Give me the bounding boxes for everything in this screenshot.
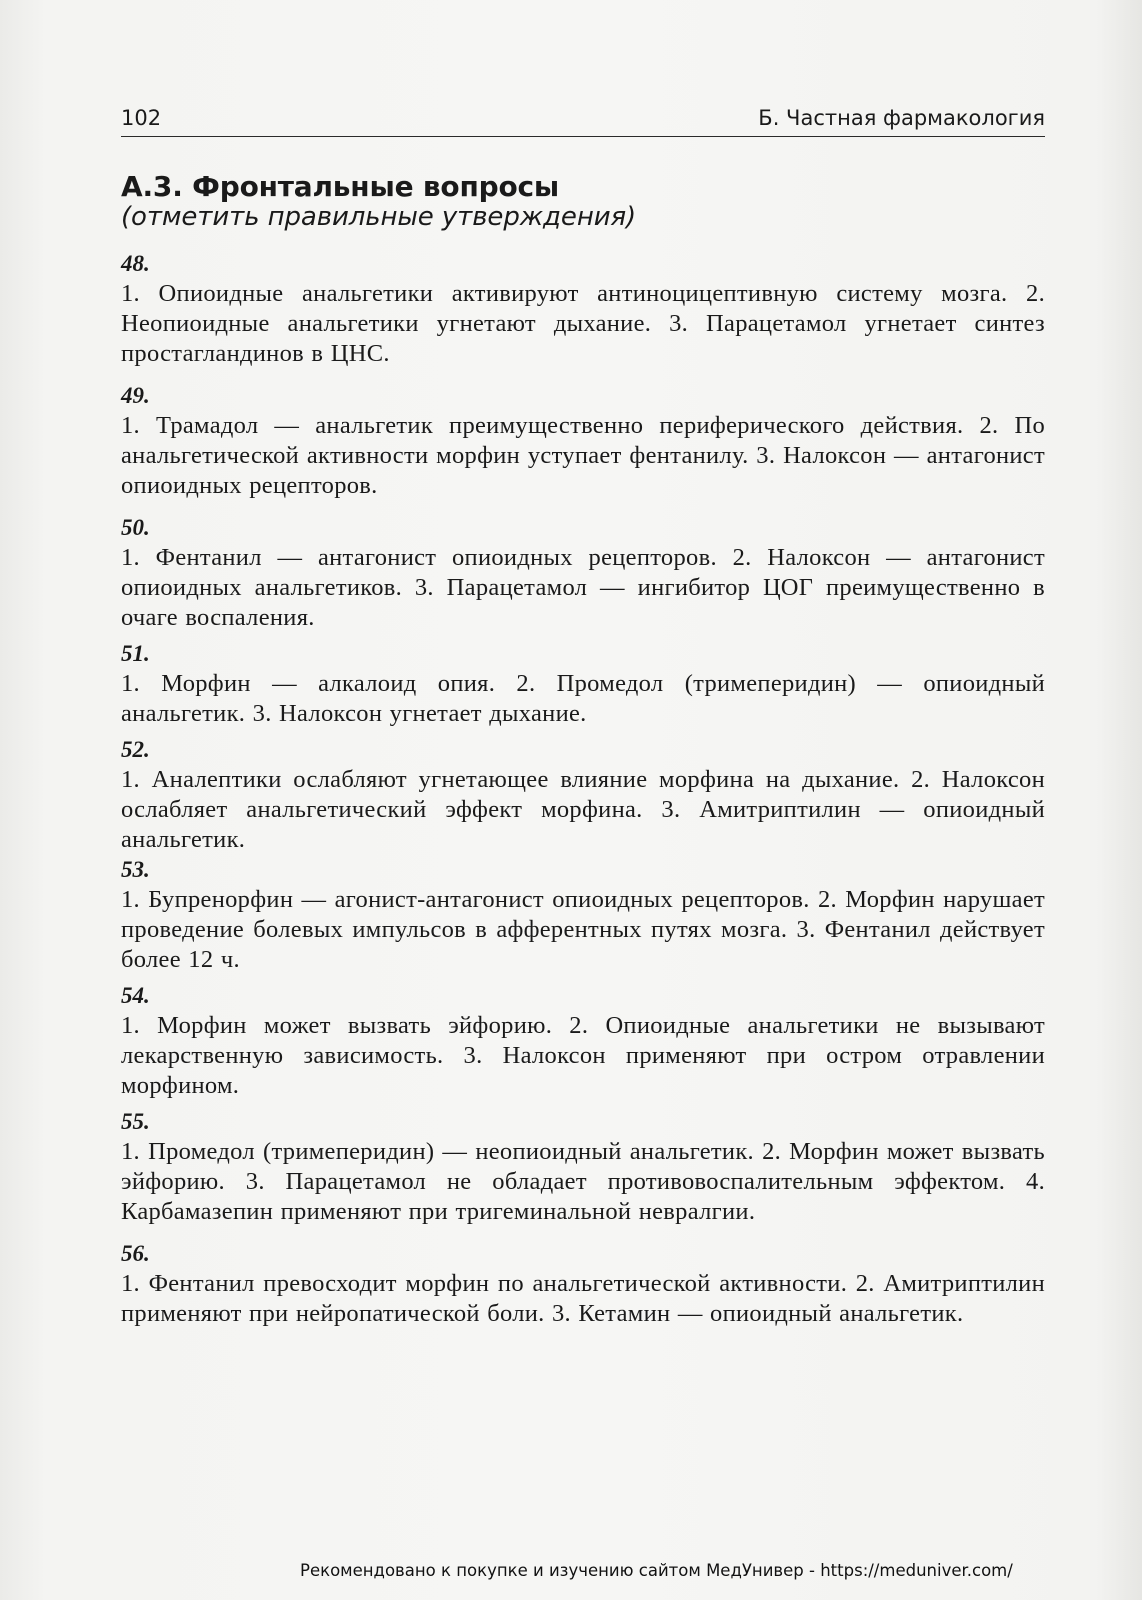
question-number: 56. <box>121 1241 150 1266</box>
question-number: 52. <box>121 737 150 762</box>
question-item <box>121 381 1045 501</box>
section-title: А.3. Фронтальные вопросы <box>121 170 560 203</box>
question-number: 51. <box>121 641 150 666</box>
question-item <box>121 981 1045 1101</box>
question-number: 53. <box>121 857 150 882</box>
question-item <box>121 1107 1045 1227</box>
question-text: 1. Морфин может вызвать эйфорию. 2. Опиоидные анальгетики не вызывают лекарственную зависимость. 3. Налоксон применяют при остром отравлении морфином. <box>121 1012 1045 1099</box>
question-text: 1. Бупренорфин — агонист-антагонист опиоидных рецепторов. 2. Морфин нарушает проведение болевых импульсов в афферентных путях мозга. 3. Фентанил действует более 12 ч. <box>121 886 1045 973</box>
question-item <box>121 735 1045 855</box>
question-item <box>121 249 1045 369</box>
question-number: 49. <box>121 383 150 408</box>
question-text: 1. Промедол (тримеперидин) — неопиоидный анальгетик. 2. Морфин может вызвать эйфорию. 3. Парацетамол не обладает противовоспалительным эффектом. 4. Карбамазепин применяют при тригеминальной невралгии. <box>121 1138 1045 1225</box>
question-text: 1. Морфин — алкалоид опия. 2. Промедол (тримеперидин) — опиоидный анальгетик. 3. Налоксон угнетает дыхание. <box>121 670 1045 727</box>
question-text: 1. Фентанил превосходит морфин по анальгетической активности. 2. Амитриптилин применяют при нейропатической боли. 3. Кетамин — опиоидный анальгетик. <box>121 1270 1045 1327</box>
question-item <box>121 855 1045 975</box>
question-text: 1. Аналептики ослабляют угнетающее влияние морфина на дыхание. 2. Налоксон ослабляет анальгетический эффект морфина. 3. Амитриптилин — опиоидный анальгетик. <box>121 766 1045 853</box>
page-number: 102 <box>121 106 162 130</box>
question-number: 50. <box>121 515 150 540</box>
question-text: 1. Фентанил — антагонист опиоидных рецепторов. 2. Налоксон — антагонист опиоидных анальгетиков. 3. Парацетамол — ингибитор ЦОГ преимущественно в очаге воспаления. <box>121 544 1045 631</box>
question-number: 54. <box>121 983 150 1008</box>
running-header <box>121 104 1045 137</box>
question-item <box>121 1239 1045 1329</box>
section-subtitle: (отметить правильные утверждения) <box>121 202 637 232</box>
question-text: 1. Опиоидные анальгетики активируют антиноцицептивную систему мозга. 2. Неопиоидные анальгетики угнетают дыхание. 3. Парацетамол угнетает синтез простагландинов в ЦНС. <box>121 280 1045 367</box>
question-text: 1. Трамадол — анальгетик преимущественно периферического действия. 2. По анальгетической активности морфин уступает фентанилу. 3. Налоксон — антагонист опиоидных рецепторов. <box>121 412 1045 499</box>
question-item <box>121 513 1045 633</box>
footer-recommendation: Рекомендовано к покупке и изучению сайтом МедУнивер - https://meduniver.com/ <box>300 1561 1013 1580</box>
question-number: 48. <box>121 251 150 276</box>
questions-list <box>121 249 1045 1329</box>
question-item <box>121 639 1045 729</box>
question-number: 55. <box>121 1109 150 1134</box>
running-header-section: Б. Частная фармакология <box>758 106 1045 130</box>
